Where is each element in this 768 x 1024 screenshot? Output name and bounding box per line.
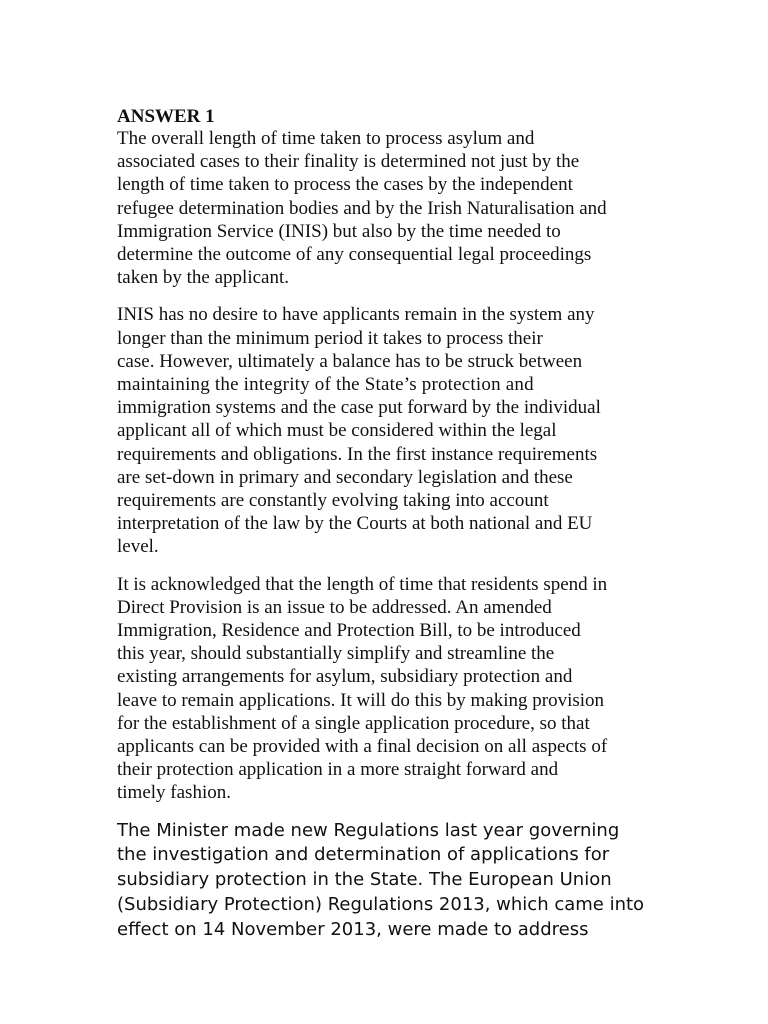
text-line: level. (117, 536, 159, 558)
text-line: applicant all of which must be considered within the legal (117, 420, 557, 442)
text-line: leave to remain applications. It will do this by making provision (117, 689, 605, 711)
text-line: Immigration, Residence and Protection Bill, to be introduced (117, 620, 581, 642)
text-line: this year, should substantially simplify and streamline the (117, 643, 555, 665)
text-line: refugee determination bodies and by the Irish Naturalisation and (117, 197, 607, 219)
text-line: INIS has no desire to have applicants remain in the system any (117, 304, 595, 326)
text-line: (Subsidiary Protection) Regulations 2013, which came into (117, 894, 645, 916)
text-line: maintaining the integrity of the State’s protection and (117, 374, 534, 396)
text-line: Direct Provision is an issue to be addressed. An amended (117, 596, 552, 618)
text-line: for the establishment of a single application procedure, so that (117, 712, 590, 734)
text-line: subsidiary protection in the State. The European Union (117, 869, 612, 891)
answer-heading: ANSWER 1 (117, 106, 215, 127)
text-line: effect on 14 November 2013, were made to address (117, 918, 589, 940)
text-line: The Minister made new Regulations last year governing (117, 819, 620, 841)
paragraph-3 (117, 573, 657, 805)
text-line: It is acknowledged that the length of time that residents spend in (117, 573, 608, 595)
text-line: length of time taken to process the cases by the independent (117, 174, 573, 196)
text-line: case. However, ultimately a balance has to be struck between (117, 350, 583, 372)
paragraph-4 (117, 819, 657, 943)
document-content (117, 106, 657, 943)
text-line: existing arrangements for asylum, subsidiary protection and (117, 666, 573, 688)
text-line: taken by the applicant. (117, 267, 289, 289)
text-line: their protection application in a more straight forward and (117, 759, 559, 781)
text-line: The overall length of time taken to process asylum and (117, 128, 535, 149)
paragraph-2 (117, 303, 657, 558)
text-line: determine the outcome of any consequential legal proceedings (117, 244, 592, 266)
text-line: requirements and obligations. In the first instance requirements (117, 443, 598, 465)
text-line: requirements are constantly evolving taking into account (117, 490, 549, 512)
text-line: interpretation of the law by the Courts at both national and EU (117, 513, 593, 535)
text-line: longer than the minimum period it takes to process their (117, 327, 543, 349)
text-line: Immigration Service (INIS) but also by the time needed to (117, 220, 561, 242)
text-line: associated cases to their finality is determined not just by the (117, 151, 580, 173)
text-line: immigration systems and the case put forward by the individual (117, 397, 601, 419)
paragraph-1 (117, 127, 657, 289)
text-line: applicants can be provided with a final decision on all aspects of (117, 736, 608, 758)
text-line: the investigation and determination of applications for (117, 844, 610, 866)
text-line: are set-down in primary and secondary legislation and these (117, 466, 573, 488)
text-line: timely fashion. (117, 782, 231, 804)
